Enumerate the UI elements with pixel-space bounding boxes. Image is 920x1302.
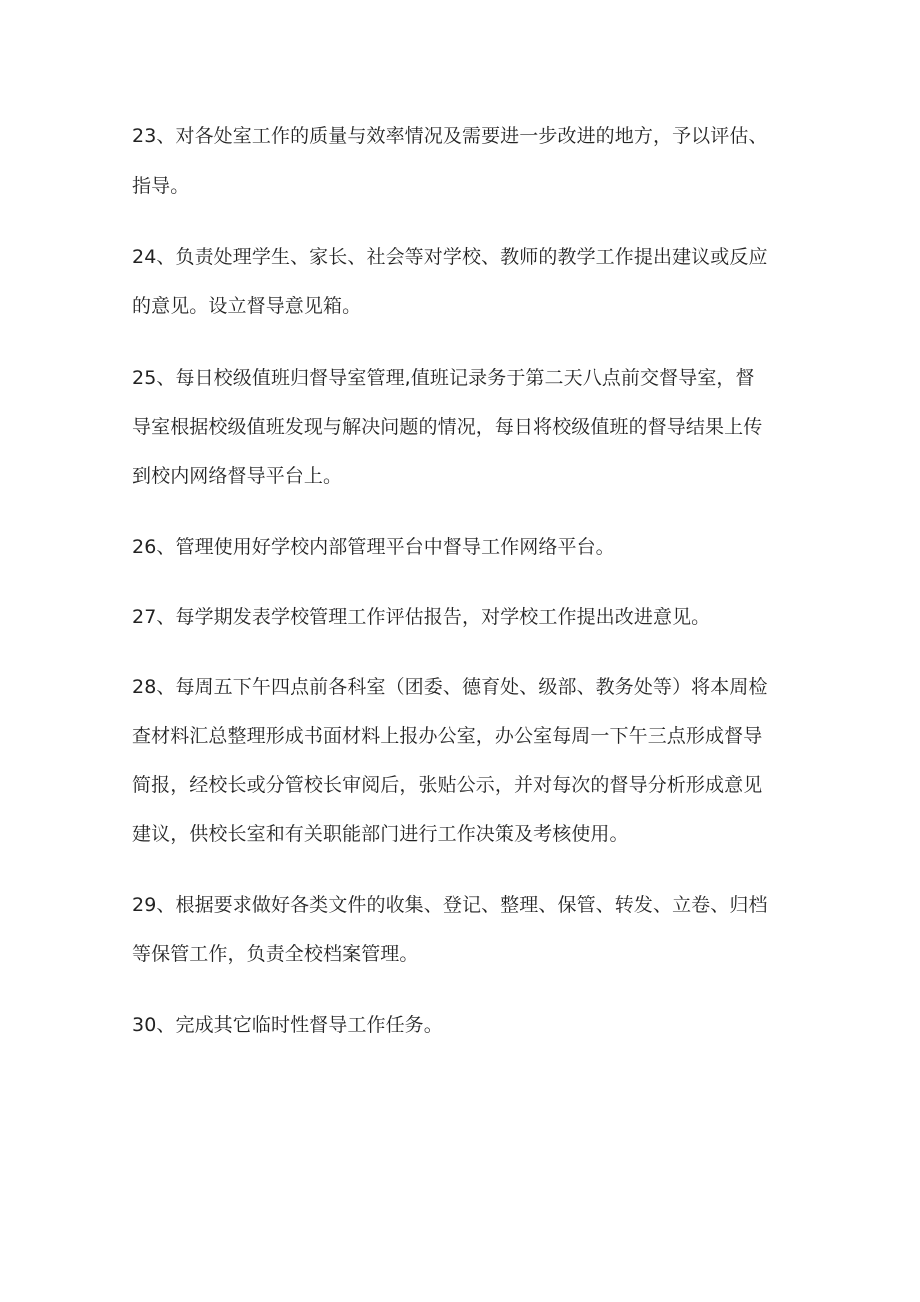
item-25-line-2: 导室根据校级值班发现与解决问题的情况，每日将校级值班的督导结果上传: [132, 416, 763, 438]
item-23-line-1: 23、对各处室工作的质量与效率情况及需要进一步改进的地方，予以评估、: [132, 125, 768, 147]
item-28-line-2: 查材料汇总整理形成书面材料上报办公室，办公室每周一下午三点形成督导: [132, 725, 763, 747]
item-24-line-1: 24、负责处理学生、家长、社会等对学校、教师的教学工作提出建议或反应: [132, 246, 768, 268]
item-28-line-1: 28、每周五下午四点前各科室（团委、德育处、级部、教务处等）将本周检: [132, 676, 768, 698]
item-29-line-2: 等保管工作，负责全校档案管理。: [132, 943, 419, 965]
item-29-line-1: 29、根据要求做好各类文件的收集、登记、整理、保管、转发、立卷、归档: [132, 894, 768, 916]
item-25-line-3: 到校内网络督导平台上。: [132, 465, 343, 487]
item-28-line-3: 简报，经校长或分管校长审阅后，张贴公示，并对每次的督导分析形成意见: [132, 774, 763, 796]
item-30-line-1: 30、完成其它临时性督导工作任务。: [132, 1014, 443, 1036]
item-28-line-4: 建议，供校长室和有关职能部门进行工作决策及考核使用。: [132, 823, 629, 845]
item-26-line-1: 26、管理使用好学校内部管理平台中督导工作网络平台。: [132, 536, 615, 558]
item-27-line-1: 27、每学期发表学校管理工作评估报告，对学校工作提出改进意见。: [132, 606, 711, 628]
item-23-line-2: 指导。: [132, 175, 190, 197]
item-24-line-2: 的意见。设立督导意见箱。: [132, 295, 362, 317]
item-25-line-1: 25、每日校级值班归督导室管理,值班记录务于第二天八点前交督导室，督: [132, 367, 755, 389]
